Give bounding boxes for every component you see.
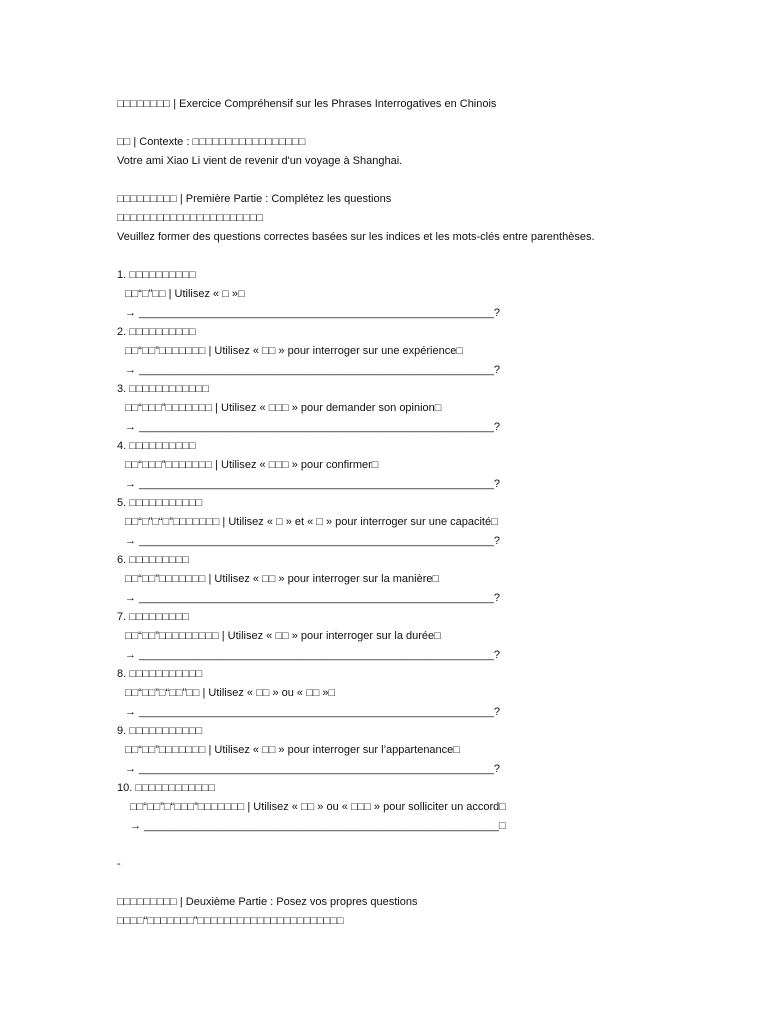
question-answer-line: → __________________________________________________________□ [130,820,506,832]
section-separator: - [117,858,121,870]
question-answer-line: → __________________________________________________________? [125,649,500,661]
question-answer-line: → __________________________________________________________? [125,535,500,547]
question-hint: □□“□”□“□”□□□□□□□ | Utilisez « □ » et « □ » pour interroger sur une capacité□ [125,516,498,528]
question-answer-line: → __________________________________________________________? [125,706,500,718]
blank-line [117,836,728,855]
question-item [117,665,728,722]
blank-line [117,247,728,266]
context-line-fr: Votre ami Xiao Li vient de revenir d'un voyage à Shanghai. [117,155,403,167]
question-prompt: 8. □□□□□□□□□□□ [117,668,203,680]
question-answer-line: → __________________________________________________________? [125,307,500,319]
question-item [117,608,728,665]
question-answer-line: → __________________________________________________________? [125,592,500,604]
part1-heading: □□□□□□□□□ | Première Partie : Complétez les questions [117,193,392,205]
question-answer-line: → __________________________________________________________? [125,421,500,433]
question-prompt: 3. □□□□□□□□□□□□ [117,383,209,395]
part2-instruction-zh: □□□□“□□□□□□□”□□□□□□□□□□□□□□□□□□□□□□ [117,915,344,927]
question-prompt: 1. □□□□□□□□□□ [117,269,196,281]
question-item [117,779,728,836]
question-item [117,494,728,551]
question-prompt: 5. □□□□□□□□□□□ [117,497,203,509]
question-item [117,551,728,608]
question-answer-line: → __________________________________________________________? [125,478,500,490]
question-hint: □□“□□”□□□□□□□ | Utilisez « □□ » pour interroger sur la manière□ [125,573,440,585]
question-answer-line: → __________________________________________________________? [125,763,500,775]
question-hint: □□“□□”□□□□□□□□□ | Utilisez « □□ » pour interroger sur la durée□ [125,630,441,642]
question-hint: □□“□□”□□□□□□□ | Utilisez « □□ » pour interroger sur l’appartenance□ [125,744,460,756]
question-hint: □□“□□□”□□□□□□□ | Utilisez « □□□ » pour confirmer□ [125,459,379,471]
question-prompt: 2. □□□□□□□□□□ [117,326,196,338]
question-item [117,323,728,380]
question-hint: □□“□”□□ | Utilisez « □ »□ [125,288,245,300]
question-hint: □□“□□”□□□□□□□ | Utilisez « □□ » pour interroger sur une expérience□ [125,345,463,357]
question-prompt: 6. □□□□□□□□□ [117,554,190,566]
blank-line [117,874,728,893]
question-item [117,266,728,323]
part1-instruction-zh: □□□□□□□□□□□□□□□□□□□□□□ [117,212,264,224]
part1-instruction-fr: Veuillez former des questions correctes basées sur les indices et les mots-clés entre parenthèses. [117,231,595,243]
question-answer-line: → __________________________________________________________? [125,364,500,376]
blank-line [117,114,728,133]
question-prompt: 7. □□□□□□□□□ [117,611,190,623]
question-list [117,266,728,836]
question-prompt: 4. □□□□□□□□□□ [117,440,196,452]
question-item [117,437,728,494]
question-hint: □□“□□”□“□□”□□ | Utilisez « □□ » ou « □□ »□ [125,687,336,699]
question-item [117,722,728,779]
question-hint: □□“□□□”□□□□□□□ | Utilisez « □□□ » pour demander son opinion□ [125,402,442,414]
question-prompt: 9. □□□□□□□□□□□ [117,725,203,737]
context-line-zh: □□ | Contexte : □□□□□□□□□□□□□□□□□ [117,136,306,148]
blank-line [117,171,728,190]
question-item [117,380,728,437]
part2-heading: □□□□□□□□□ | Deuxième Partie : Posez vos propres questions [117,896,418,908]
question-prompt: 10. □□□□□□□□□□□□ [117,782,216,794]
question-hint: □□“□□”□“□□□”□□□□□□□ | Utilisez « □□ » ou « □□□ » pour solliciter un accord□ [130,801,506,813]
page-title: □□□□□□□□ | Exercice Compréhensif sur les Phrases Interrogatives en Chinois [117,98,497,110]
